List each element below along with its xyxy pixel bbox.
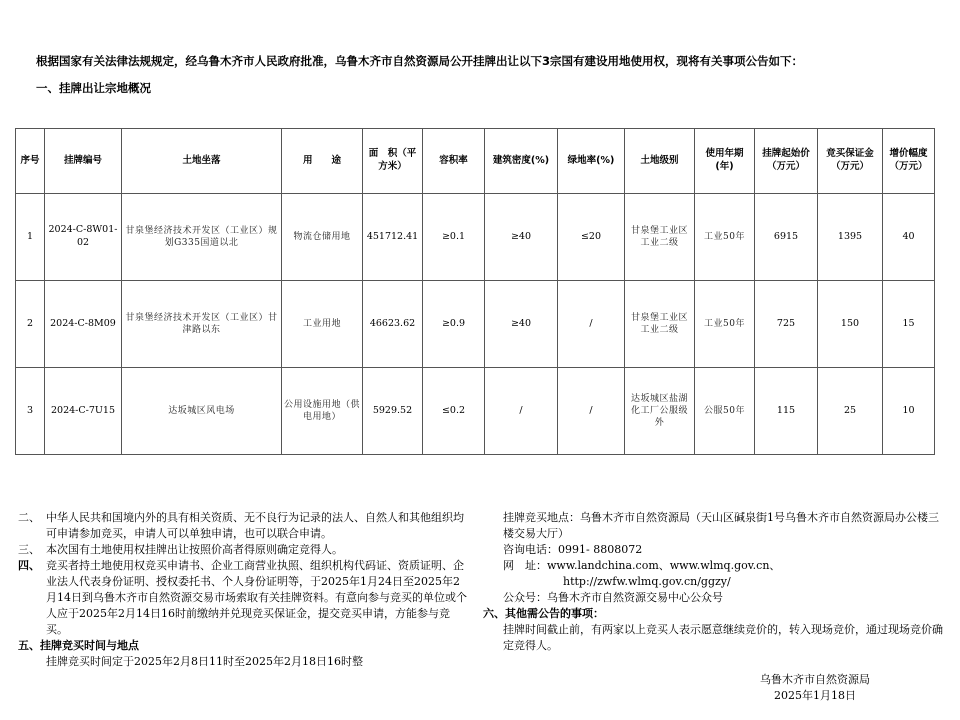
header-deposit: 竞买保证金（万元）	[818, 129, 883, 194]
header-plot-ratio: 容积率	[423, 129, 485, 194]
header-start-price: 挂牌起始价（万元）	[755, 129, 818, 194]
cell-increment: 10	[883, 368, 935, 455]
cell-index: 3	[16, 368, 45, 455]
section-3-number: 三、	[18, 543, 40, 556]
cell-deposit: 25	[818, 368, 883, 455]
header-density: 建筑密度(%)	[485, 129, 558, 194]
cell-increment: 15	[883, 281, 935, 368]
header-increment: 增价幅度（万元）	[883, 129, 935, 194]
cell-deposit: 1395	[818, 194, 883, 281]
section-3-text: 本次国有土地使用权挂牌出让按照价高者得原则确定竞得人。	[46, 543, 343, 556]
section-4-text: 竞买者持土地使用权竞买申请书、企业工商营业执照、组织机构代码证、资质证明、企业法人代表身份证明、授权委托书、个人身份证明等，于2025年1月24日至2025年2月14日到乌鲁木齐市自然资源交易市场索取有关挂牌资料。有意向参与竞买的单位或个人应于2025年2月14日16时前缴纳并兑现竞买保证金，提交竞买申请，方能参与竞买。	[46, 559, 467, 636]
section-2-text: 中华人民共和国境内外的具有相关资质、无不良行为记录的法人、自然人和其他组织均可申请参加竞买，申请人可以单独申请，也可以联合申请。	[46, 511, 464, 540]
cell-density: ≥40	[485, 281, 558, 368]
cell-plot-ratio: ≤0.2	[423, 368, 485, 455]
cell-location: 甘泉堡经济技术开发区（工业区）规划G335国道以北	[122, 194, 282, 281]
cell-increment: 40	[883, 194, 935, 281]
wechat-account: 公众号：乌鲁木齐市自然资源交易中心公众号	[503, 591, 723, 604]
cell-density: ≥40	[485, 194, 558, 281]
consult-phone: 咨询电话：0991- 8808072	[503, 543, 643, 556]
section-4-number: 四、	[18, 559, 40, 572]
header-use: 用 途	[282, 129, 363, 194]
header-land-grade: 土地级别	[625, 129, 695, 194]
cell-listing-no: 2024-C-8M09	[45, 281, 122, 368]
cell-land-grade: 甘泉堡工业区工业二级	[625, 194, 695, 281]
right-column	[483, 510, 943, 654]
website-line-1: 网 址：www.landchina.com、www.wlmq.gov.cn、	[503, 559, 781, 572]
section-1-title: 一、挂牌出让宗地概况	[36, 81, 151, 95]
cell-listing-no: 2024-C-7U15	[45, 368, 122, 455]
cell-use: 工业用地	[282, 281, 363, 368]
cell-use: 公用设施用地（供电用地）	[282, 368, 363, 455]
cell-plot-ratio: ≥0.9	[423, 281, 485, 368]
section-2	[18, 510, 468, 542]
cell-term: 公服50年	[695, 368, 755, 455]
header-location: 土地坐落	[122, 129, 282, 194]
website-line-2: http://zwfw.wlmq.gov.cn/ggzy/	[563, 575, 731, 588]
cell-start-price: 115	[755, 368, 818, 455]
cell-term: 工业50年	[695, 194, 755, 281]
signature-org: 乌鲁木齐市自然资源局	[760, 673, 870, 686]
left-column	[18, 510, 468, 670]
section-4	[18, 558, 468, 638]
header-area: 面 积（平方米）	[363, 129, 423, 194]
cell-start-price: 6915	[755, 194, 818, 281]
cell-area: 46623.62	[363, 281, 423, 368]
signature-date: 2025年1月18日	[774, 689, 856, 702]
cell-plot-ratio: ≥0.1	[423, 194, 485, 281]
cell-index: 2	[16, 281, 45, 368]
cell-density: /	[485, 368, 558, 455]
cell-start-price: 725	[755, 281, 818, 368]
cell-land-grade: 达坂城区盐湖化工厂公服级外	[625, 368, 695, 455]
cell-green-ratio: /	[558, 368, 625, 455]
header-index: 序号	[16, 129, 45, 194]
section-2-number: 二、	[18, 511, 40, 524]
header-term: 使用年期(年)	[695, 129, 755, 194]
table-header-row	[16, 129, 935, 194]
intro-paragraph: 根据国家有关法律法规规定，经乌鲁木齐市人民政府批准，乌鲁木齐市自然资源局公开挂牌出让以下3宗国有建设用地使用权，现将有关事项公告如下：	[36, 54, 803, 68]
cell-term: 工业50年	[695, 281, 755, 368]
header-listing-no: 挂牌编号	[45, 129, 122, 194]
table-row	[16, 281, 935, 368]
section-5-title: 五、挂牌竞买时间与地点	[18, 639, 139, 652]
cell-deposit: 150	[818, 281, 883, 368]
section-6-title: 六、其他需公告的事项：	[483, 607, 604, 620]
cell-location: 甘泉堡经济技术开发区（工业区）甘津路以东	[122, 281, 282, 368]
section-3	[18, 542, 468, 558]
cell-location: 达坂城区风电场	[122, 368, 282, 455]
cell-area: 451712.41	[363, 194, 423, 281]
cell-area: 5929.52	[363, 368, 423, 455]
header-green-ratio: 绿地率(%)	[558, 129, 625, 194]
bidding-place: 挂牌竞买地点：乌鲁木齐市自然资源局（天山区碱泉街1号乌鲁木齐市自然资源局办公楼三楼交易大厅）	[503, 511, 939, 540]
cell-listing-no: 2024-C-8W01-02	[45, 194, 122, 281]
cell-green-ratio: /	[558, 281, 625, 368]
cell-index: 1	[16, 194, 45, 281]
section-5-text: 挂牌竞买时间定于2025年2月8日11时至2025年2月18日16时整	[46, 655, 363, 668]
cell-land-grade: 甘泉堡工业区工业二级	[625, 281, 695, 368]
table-row	[16, 194, 935, 281]
cell-green-ratio: ≤20	[558, 194, 625, 281]
signature-block	[740, 672, 890, 704]
section-6-text: 挂牌时间截止前，有两家以上竞买人表示愿意继续竞价的，转入现场竞价，通过现场竞价确定竞得人。	[503, 623, 943, 652]
cell-use: 物流仓储用地	[282, 194, 363, 281]
parcel-table	[15, 128, 935, 455]
table-row	[16, 368, 935, 455]
